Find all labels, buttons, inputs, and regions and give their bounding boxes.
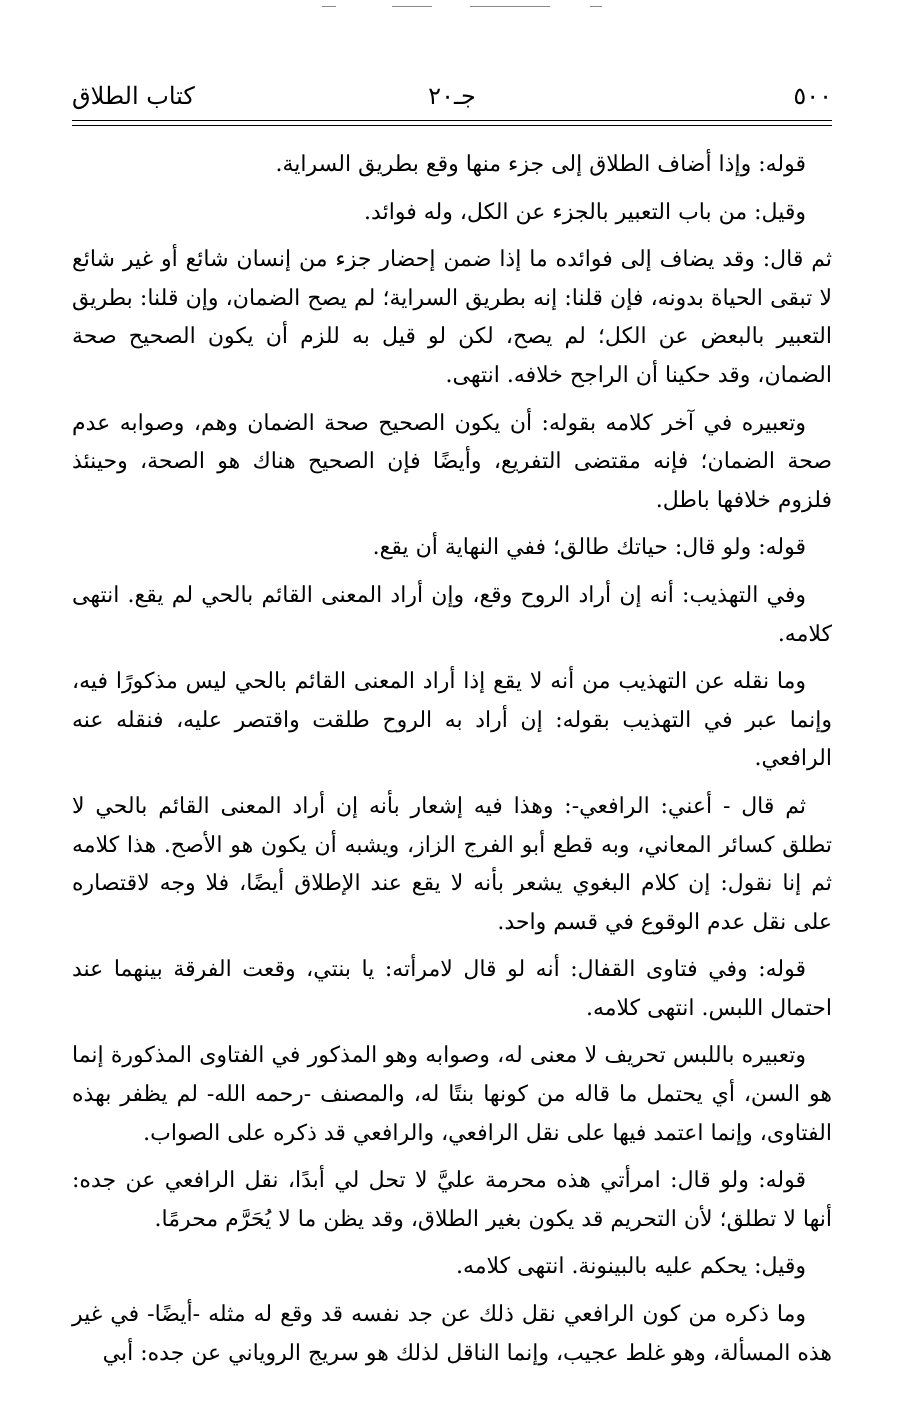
paragraph: ثم قال - أعني: الرافعي-: وهذا فيه إشعار بأنه إن أراد المعنى القائم بالحي لا تطلق كسائر المعاني، وبه قطع أبو الفرج الزاز، ويشبه أن يكون هو الأصح. هذا كلامه ثم إنا نقول: إن كلام البغوي يشعر بأنه لا يقع عند الإطلاق أيضًا، فلا وجه لاقتصاره على نقل عدم الوقوع في قسم واحد. [72,793,832,935]
paragraph: وما ذكره من كون الرافعي نقل ذلك عن جد نفسه قد وقع له مثله -أيضًا- في غير هذه المسألة، وهو غلط عجيب، وإنما الناقل لذلك هو سريج الروياني عن جده: أبي [72,1302,832,1366]
page-body [72,146,832,1382]
paragraph: وتعبيره في آخر كلامه بقوله: أن يكون الصحيح صحة الضمان وهم، وصوابه عدم صحة الضمان؛ فإنه مقتضى التفريع، وأيضًا فإن الصحيح هناك هو الصحة، وحينئذ فلزوم خلافها باطل. [72,410,832,513]
volume-label: جـ٢٠ [428,82,476,110]
page [72,82,832,1366]
header-rule-thick [72,120,832,121]
paragraph: وقيل: من باب التعبير بالجزء عن الكل، وله فوائد. [364,199,806,225]
paragraph: قوله: وفي فتاوى القفال: أنه لو قال لامرأته: يا بنتي، وقعت الفرقة بينهما عند احتمال اللبس. انتهى كلامه. [72,957,832,1021]
header-rule-thin [72,125,832,126]
page-number: ٥٠٠ [793,82,832,110]
paragraph: وقيل: يحكم عليه بالبينونة. انتهى كلامه. [455,1254,806,1280]
paragraph: وما نقله عن التهذيب من أنه لا يقع إذا أراد المعنى القائم بالحي ليس مذكورًا فيه، وإنما عبر في التهذيب بقوله: إن أراد به الروح طلقت واقتصر عليه، فنقله عنه الرافعي. [72,669,832,772]
book-title: كتاب الطلاق [72,82,195,110]
top-edge-marks [0,6,914,12]
paragraph: قوله: ولو قال: حياتك طالق؛ ففي النهاية أن يقع. [372,535,806,561]
paragraph: ثم قال: وقد يضاف إلى فوائده ما إذا ضمن إحضار جزء من إنسان شائع أو غير شائع لا تبقى الحياة بدونه، فإن قلنا: إنه بطريق السراية؛ لم يصح الضمان، وإن قلنا: بطريق التعبير بالبعض عن الكل؛ لم يصح، لكن لو قيل به للزم أن يكون الصحيح صحة الضمان، وقد حكينا أن الراجح خلافه. انتهى. [72,247,832,388]
paragraph: قوله: ولو قال: امرأتي هذه محرمة عليَّ لا تحل لي أبدًا، نقل الرافعي عن جده: أنها لا تطلق؛ لأن التحريم قد يكون بغير الطلاق، وقد يظن ما لا يُحَرَّم محرمًا. [72,1168,832,1232]
running-header [72,82,832,118]
paragraph: وفي التهذيب: أنه إن أراد الروح وقع، وإن أراد المعنى القائم بالحي لم يقع. انتهى كلامه. [72,582,832,647]
paragraph: وتعبيره باللبس تحريف لا معنى له، وصوابه وهو المذكور في الفتاوى المذكورة إنما هو السن، أي يحتمل ما قاله من كونها بنتًا له، والمصنف -رحمه الله- لم يظفر بهذه الفتاوى، وإنما اعتمد فيها على نقل الرافعي، والرافعي قد ذكره على الصواب. [72,1043,832,1146]
paragraph: قوله: وإذا أضاف الطلاق إلى جزء منها وقع بطريق السراية. [275,152,806,177]
